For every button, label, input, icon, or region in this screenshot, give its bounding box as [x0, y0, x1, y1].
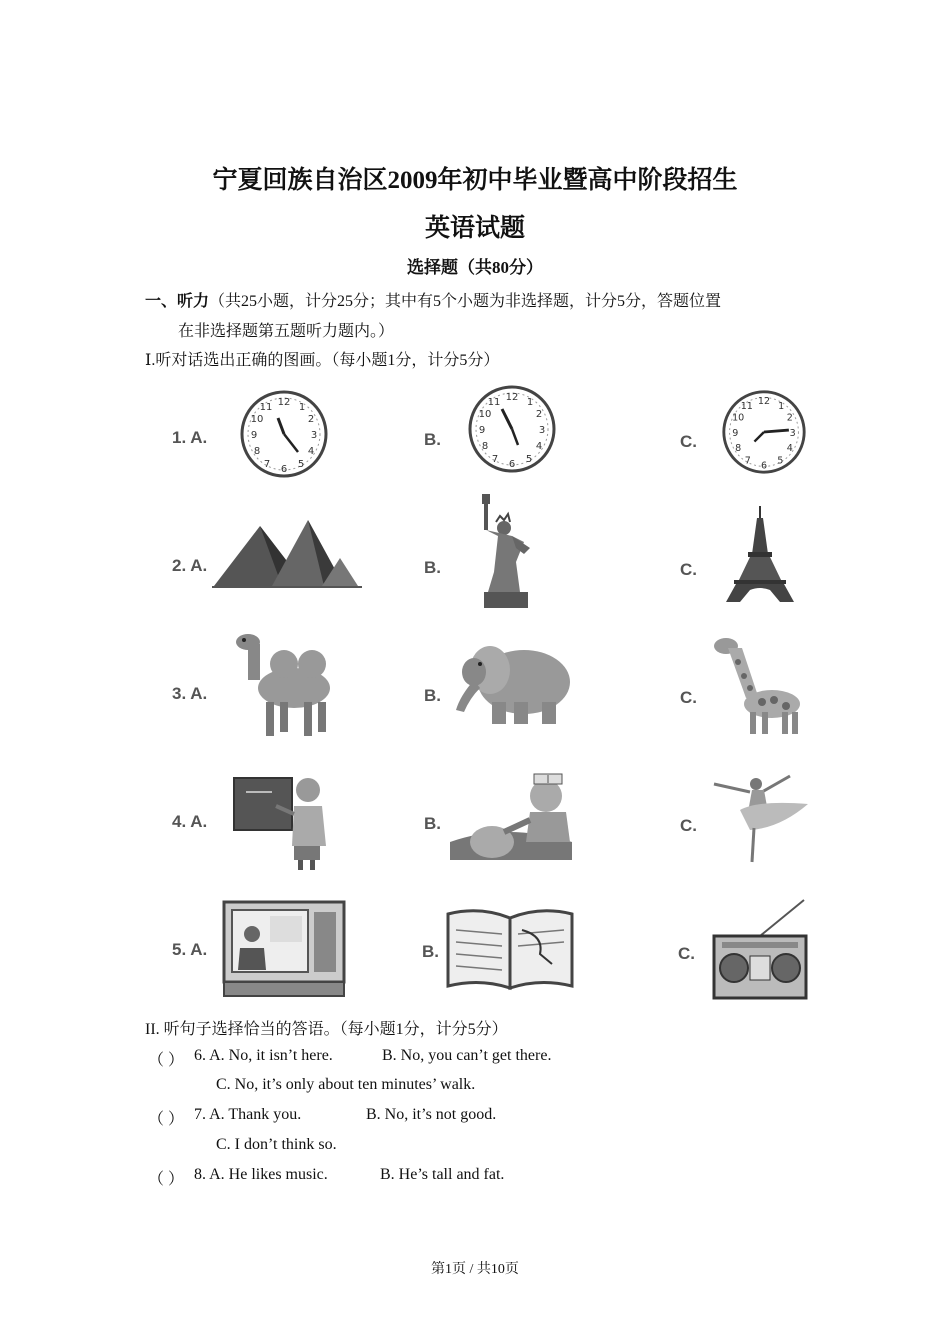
svg-text:10: 10: [250, 414, 264, 425]
svg-text:9: 9: [250, 430, 258, 441]
svg-text:8: 8: [253, 446, 261, 457]
option-label-3c: C.: [680, 688, 697, 707]
option-label-2b: B.: [424, 558, 441, 577]
svg-text:9: 9: [732, 427, 739, 439]
svg-text:9: 9: [478, 425, 486, 436]
svg-text:1: 1: [526, 397, 534, 408]
option-label-4c: C.: [680, 816, 697, 835]
option-label-5a: 5. A.: [172, 940, 208, 959]
nurse-icon: [446, 772, 578, 862]
svg-text:6: 6: [760, 460, 768, 472]
svg-text:6: 6: [508, 459, 516, 470]
eiffel-tower-icon: [720, 504, 800, 604]
svg-text:12: 12: [277, 397, 291, 408]
svg-text:7: 7: [263, 459, 271, 470]
svg-text:6: 6: [280, 464, 288, 475]
svg-text:5: 5: [525, 454, 533, 465]
svg-text:4: 4: [786, 443, 793, 455]
option-label-4a: 4. A.: [172, 812, 208, 831]
option-label-2c: C.: [680, 560, 697, 579]
q7-option-c: C. I don’t think so.: [216, 1136, 337, 1153]
svg-text:1: 1: [778, 401, 785, 413]
svg-text:3: 3: [538, 425, 546, 436]
listening-intro: [145, 288, 721, 311]
page-footer: 第1页 / 共10页: [431, 1262, 519, 1277]
answer-blank-7[interactable]: （ ）: [148, 1111, 185, 1128]
exam-subtitle: 英语试题: [424, 215, 525, 242]
camel-icon: [232, 628, 336, 740]
svg-text:1: 1: [298, 402, 306, 413]
svg-text:11: 11: [740, 401, 753, 413]
option-label-2a: 2. A.: [172, 556, 208, 575]
svg-text:11: 11: [487, 397, 501, 408]
clock-icon: [466, 383, 558, 475]
svg-text:3: 3: [310, 430, 318, 441]
option-label-5b: B.: [422, 942, 439, 961]
svg-text:8: 8: [735, 443, 742, 455]
svg-text:8: 8: [481, 441, 489, 452]
listening-heading: 一、听力: [145, 293, 210, 310]
radio-icon: [710, 896, 810, 1000]
svg-text:10: 10: [732, 412, 745, 424]
svg-text:4: 4: [307, 446, 315, 457]
svg-text:5: 5: [777, 455, 784, 467]
svg-text:4: 4: [535, 441, 543, 452]
exam-title: 宁夏回族自治区2009年初中毕业暨高中阶段招生: [212, 167, 738, 194]
option-label-4b: B.: [424, 814, 441, 833]
book-icon: [444, 908, 576, 994]
option-label-3a: 3. A.: [172, 684, 208, 703]
svg-text:2: 2: [786, 412, 793, 424]
listening-intro-text: （共25小题，计分25分；其中有5个小题为非选择题，计分5分，答题位置: [209, 293, 722, 310]
q8-option-b: B. He’s tall and fat.: [380, 1166, 505, 1183]
statue-of-liberty-icon: [474, 492, 550, 610]
clock-icon: [720, 388, 808, 476]
q7-option-a: 7. A. Thank you.: [194, 1106, 302, 1123]
svg-text:12: 12: [505, 392, 519, 403]
giraffe-icon: [712, 632, 808, 736]
svg-text:10: 10: [478, 409, 492, 420]
q6-option-b: B. No, you can’t get there.: [382, 1047, 552, 1064]
svg-text:3: 3: [789, 427, 796, 439]
clock-icon: [238, 388, 330, 480]
option-label-1b: B.: [424, 430, 441, 449]
elephant-icon: [450, 636, 574, 728]
option-label-5c: C.: [678, 944, 695, 963]
section-title: 选择题（共80分）: [407, 258, 543, 277]
teacher-icon: [232, 770, 332, 872]
svg-text:7: 7: [744, 455, 751, 467]
svg-text:7: 7: [491, 454, 499, 465]
listening-intro-cont: 在非选择题第五题听力题内。）: [178, 323, 395, 340]
answer-blank-6[interactable]: （ ）: [148, 1052, 185, 1069]
part2-instruction: II. 听句子选择恰当的答语。（每小题1分，计分5分）: [145, 1021, 508, 1038]
tv-icon: [222, 900, 346, 998]
svg-text:11: 11: [259, 402, 273, 413]
option-label-1a: 1. A.: [172, 428, 208, 447]
q7-option-b: B. No, it’s not good.: [366, 1106, 497, 1123]
answer-blank-8[interactable]: （ ）: [148, 1171, 185, 1188]
pyramids-icon: [212, 508, 362, 590]
q8-option-a: 8. A. He likes music.: [194, 1166, 328, 1183]
option-label-3b: B.: [424, 686, 441, 705]
q6-option-c: C. No, it’s only about ten minutes’ walk.: [216, 1076, 476, 1093]
svg-text:5: 5: [297, 459, 305, 470]
dancer-icon: [710, 770, 810, 866]
svg-text:12: 12: [757, 396, 771, 408]
part1-instruction: Ⅰ.听对话选出正确的图画。（每小题1分，计分5分）: [145, 352, 500, 369]
option-label-1c: C.: [680, 432, 697, 451]
svg-text:2: 2: [307, 414, 315, 425]
svg-text:2: 2: [535, 409, 543, 420]
q6-option-a: 6. A. No, it isn’t here.: [194, 1047, 333, 1064]
